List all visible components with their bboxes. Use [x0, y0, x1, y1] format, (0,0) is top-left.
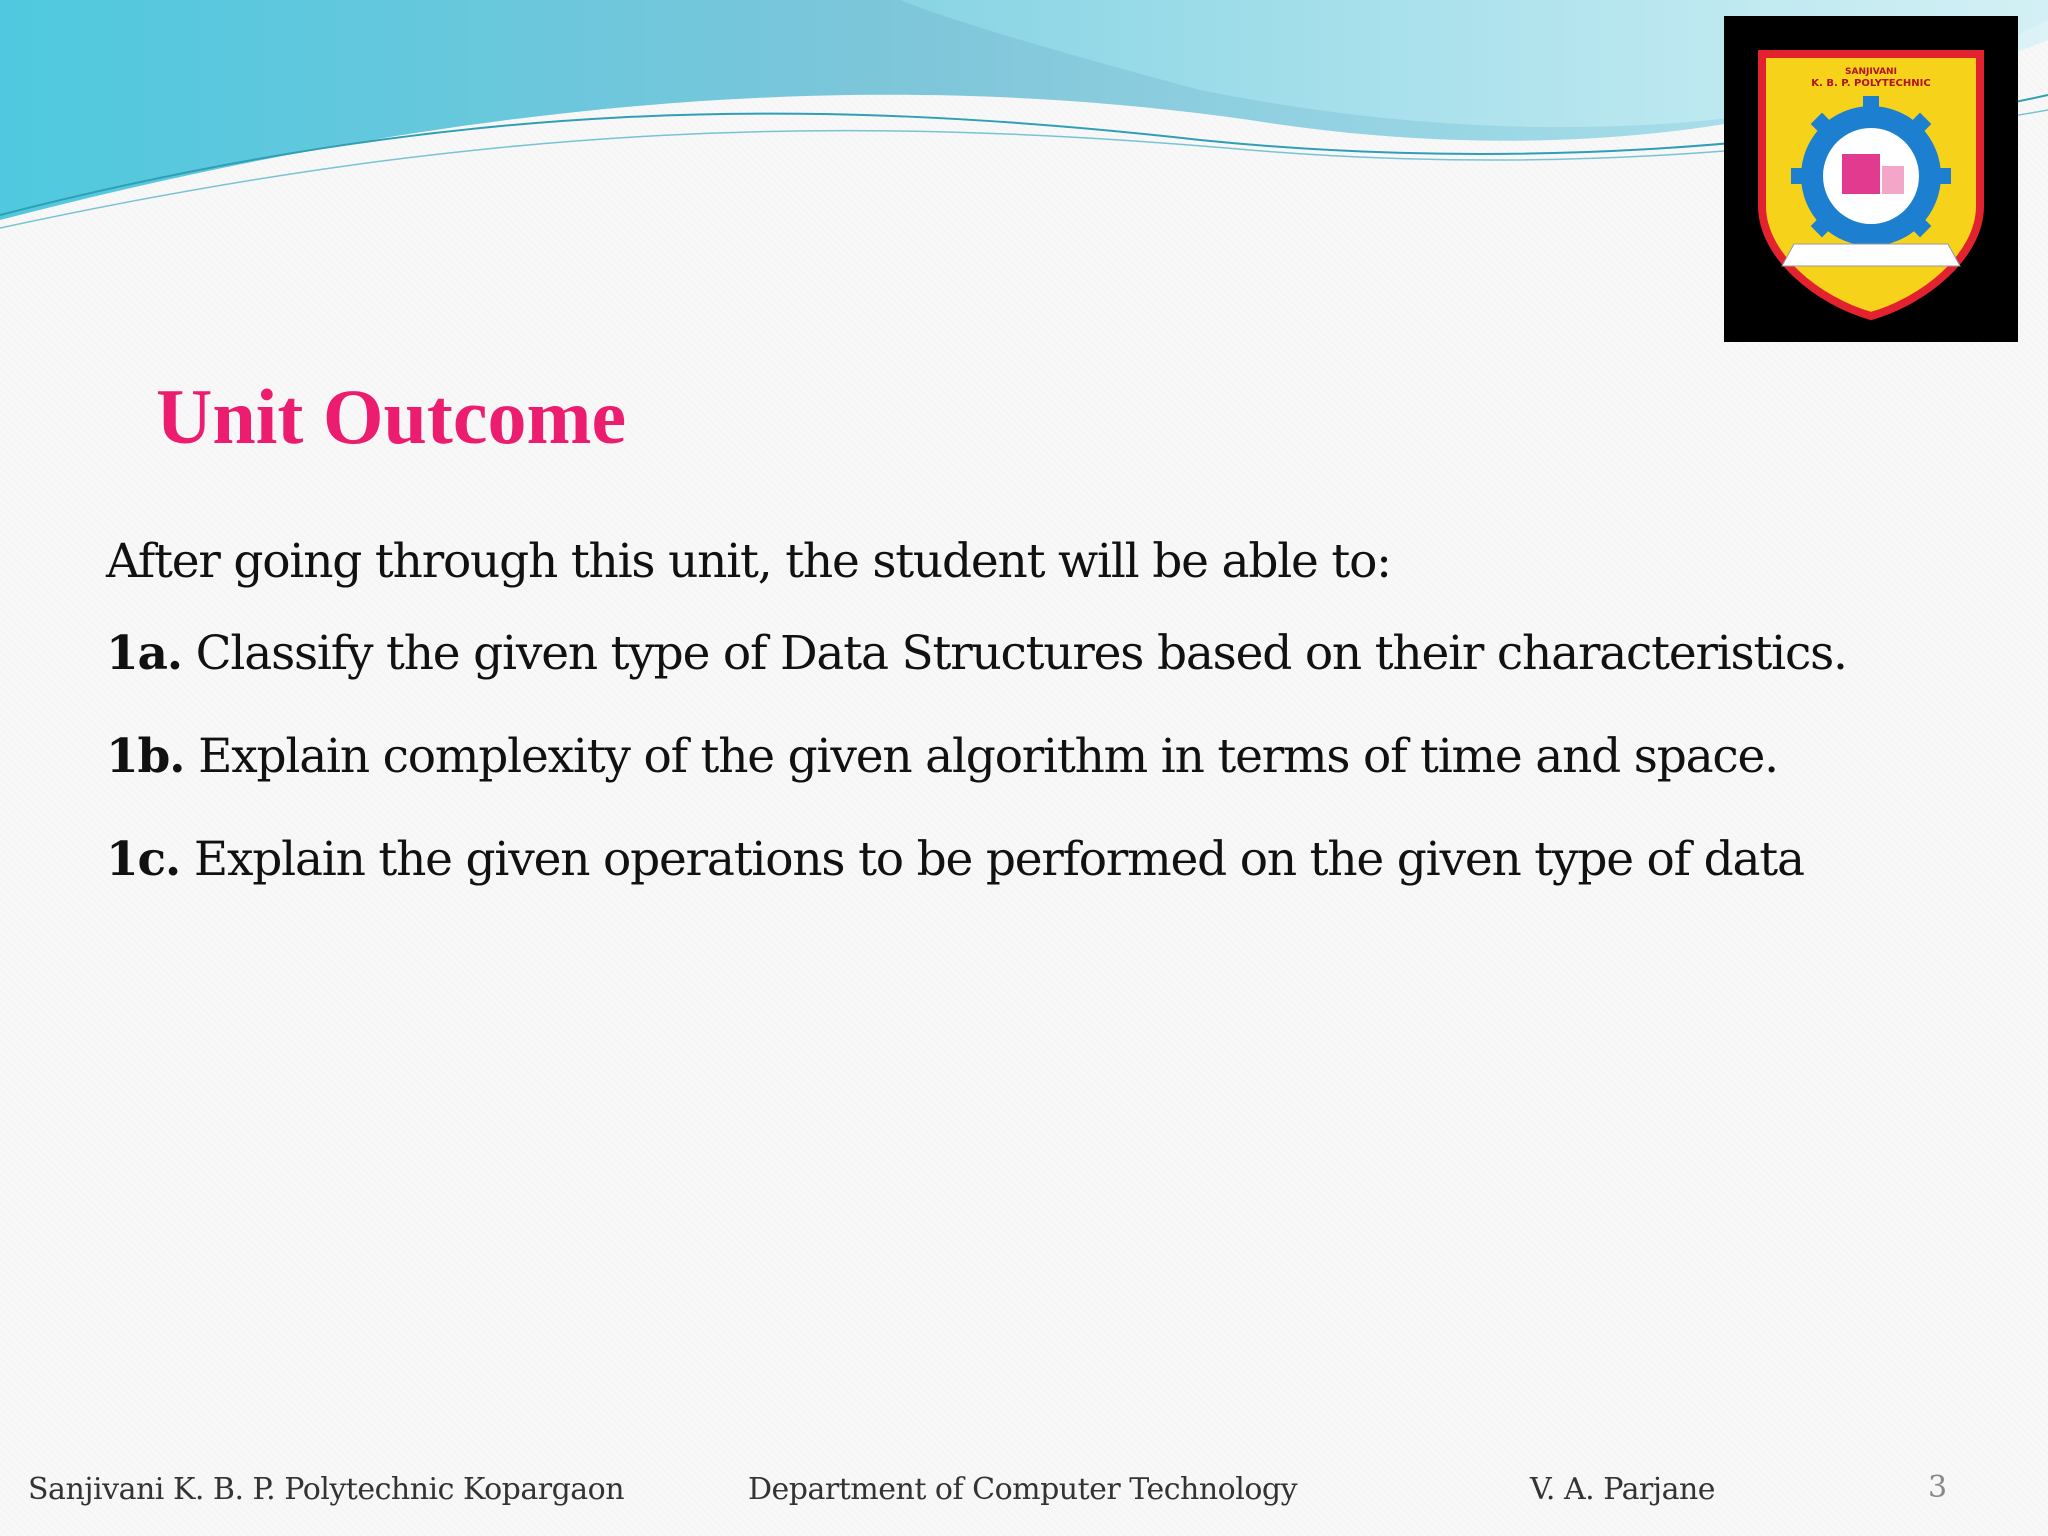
footer-author: V. A. Parjane: [1530, 1472, 1716, 1507]
outcome-text: Explain complexity of the given algorithm in terms of time and space.: [184, 729, 1778, 784]
logo-line2: K. B. P. POLYTECHNIC: [1811, 78, 1931, 89]
outcome-item-1a: [106, 618, 2006, 721]
outcome-text: Explain the given operations to be performed on the given type of data: [180, 832, 1804, 887]
footer-institution: Sanjivani K. B. P. Polytechnic Kopargaon: [28, 1472, 625, 1507]
outcome-text: Classify the given type of Data Structures based on their characteristics.: [181, 626, 1847, 681]
outcome-code: 1a.: [106, 626, 182, 681]
outcome-list: [106, 526, 2006, 927]
intro-text: After going through this unit, the student will be able to:: [106, 534, 1391, 589]
institution-logo: [1724, 16, 2018, 342]
page-number: 3: [1928, 1470, 1948, 1505]
footer-department: Department of Computer Technology: [748, 1472, 1298, 1507]
outcome-code: 1b.: [106, 729, 185, 784]
outcome-code: 1c.: [106, 832, 181, 887]
shield-logo-icon: [1724, 16, 2018, 342]
outcome-item-1c: [106, 824, 2006, 927]
outcome-item-1b: [106, 721, 2006, 824]
slide-title: Unit Outcome: [156, 373, 627, 460]
logo-line1: SANJIVANI: [1845, 67, 1897, 77]
